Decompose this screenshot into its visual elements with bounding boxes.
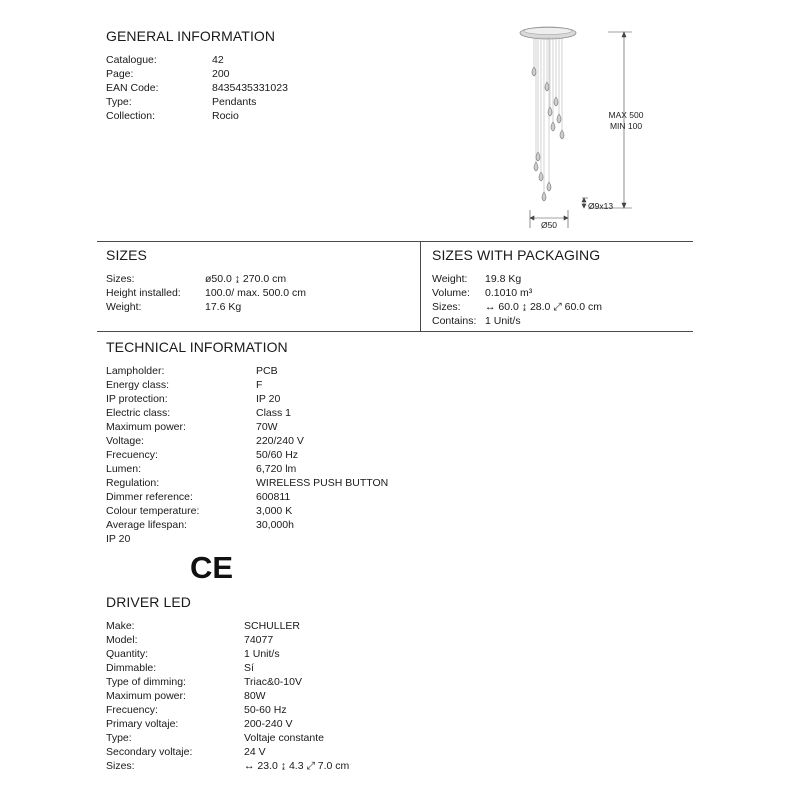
row-value: F	[256, 379, 263, 391]
row-key: Height installed:	[106, 287, 181, 299]
column-divider	[420, 241, 421, 331]
row-value: 200-240 V	[244, 718, 293, 730]
row-key: Sizes:	[432, 301, 461, 313]
row-key: Maximum power:	[106, 690, 186, 702]
row-value: PCB	[256, 365, 278, 377]
row-key: Dimmable:	[106, 662, 157, 674]
row-key: Colour temperature:	[106, 505, 200, 517]
row-value: 600811	[256, 491, 291, 503]
row-key: Type:	[106, 732, 132, 744]
row-value: 70W	[256, 421, 278, 433]
row-key: Catalogue:	[106, 54, 157, 66]
max-height-label: MAX 500	[608, 110, 644, 120]
driver-title: DRIVER LED	[106, 594, 192, 610]
drop-size-label: Ø9x13	[588, 201, 614, 211]
row-key: Contains:	[432, 315, 477, 327]
row-value: 80W	[244, 690, 266, 702]
row-key: Weight:	[106, 301, 142, 313]
row-value: Class 1	[256, 407, 292, 419]
row-key: Page:	[106, 68, 134, 80]
row-value: 1 Unit/s	[244, 648, 280, 660]
row-key: Average lifespan:	[106, 519, 187, 531]
row-key: Secondary voltaje:	[106, 746, 193, 758]
row-key: IP protection:	[106, 393, 168, 405]
row-value: 200	[212, 68, 230, 80]
row-key: Type of dimming:	[106, 676, 186, 688]
packaging-title: SIZES WITH PACKAGING	[432, 247, 601, 263]
row-key: Type:	[106, 96, 132, 108]
ce-mark-icon	[190, 550, 234, 582]
row-value: 42	[212, 54, 224, 66]
height-dimension	[590, 32, 632, 208]
row-key: Volume:	[432, 287, 470, 299]
row-value: Pendants	[212, 96, 257, 108]
product-drawing	[510, 22, 650, 237]
row-key: Frecuency:	[106, 704, 158, 716]
row-value: WIRELESS PUSH BUTTON	[256, 477, 389, 489]
row-key: Lampholder:	[106, 365, 165, 377]
pendant-cables	[534, 37, 562, 192]
row-value: 6,720 lm	[256, 463, 297, 475]
row-key: Regulation:	[106, 477, 160, 489]
row-value: Triac&0-10V	[244, 676, 302, 688]
row-key: Primary voltaje:	[106, 718, 179, 730]
row-value: 50/60 Hz	[256, 449, 299, 461]
row-value: 1 Unit/s	[485, 315, 521, 327]
row-value: 8435435331023	[212, 82, 288, 94]
row-key: Dimmer reference:	[106, 491, 193, 503]
row-key: Weight:	[432, 273, 468, 285]
row-key: Voltage:	[106, 435, 144, 447]
row-value: 3,000 K	[256, 505, 293, 517]
row-value: 19.8 Kg	[485, 273, 522, 285]
row-value: 100.0/ max. 500.0 cm	[205, 287, 306, 299]
svg-text:CE: CE	[190, 550, 234, 582]
row-value: 17.6 Kg	[205, 301, 242, 313]
row-value: Voltaje constante	[244, 732, 324, 744]
sizes-title: SIZES	[106, 247, 147, 263]
row-value: 24 V	[244, 746, 266, 758]
row-value: Sí	[244, 662, 254, 674]
row-key: Model:	[106, 634, 138, 646]
row-value: ↔ 23.0 ↨ 4.3 ⤢ 7.0 cm	[244, 760, 350, 772]
row-value: SCHULLER	[244, 620, 301, 632]
row-value: 30,000h	[256, 519, 294, 531]
row-key: Collection:	[106, 110, 156, 122]
row-key: Lumen:	[106, 463, 142, 475]
row-value: ø50.0 ↨ 270.0 cm	[205, 273, 287, 285]
technical-title: TECHNICAL INFORMATION	[106, 339, 288, 355]
row-key: Sizes:	[106, 760, 135, 772]
row-key: Make:	[106, 620, 135, 632]
row-key: EAN Code:	[106, 82, 159, 94]
min-height-label: MIN 100	[609, 121, 643, 131]
row-key: Sizes:	[106, 273, 135, 285]
row-value: 50-60 Hz	[244, 704, 287, 716]
row-value: 220/240 V	[256, 435, 304, 447]
row-value: 0.1010 m³	[485, 287, 533, 299]
row-key: Energy class:	[106, 379, 170, 391]
row-key: Quantity:	[106, 648, 149, 660]
row-value: IP 20	[256, 393, 281, 405]
row-key: Maximum power:	[106, 421, 186, 433]
row-key: Electric class:	[106, 407, 171, 419]
row-value: Rocio	[212, 110, 239, 122]
section-divider	[97, 331, 693, 332]
row-key: Frecuency:	[106, 449, 158, 461]
base-diameter-label: Ø50	[540, 220, 558, 230]
section-divider	[97, 241, 693, 242]
ip-note-text: IP 20	[106, 533, 131, 545]
row-value: ↔ 60.0 ↨ 28.0 ⤢ 60.0 cm	[485, 301, 602, 313]
general-title: GENERAL INFORMATION	[106, 28, 276, 44]
row-value: 74077	[244, 634, 274, 646]
